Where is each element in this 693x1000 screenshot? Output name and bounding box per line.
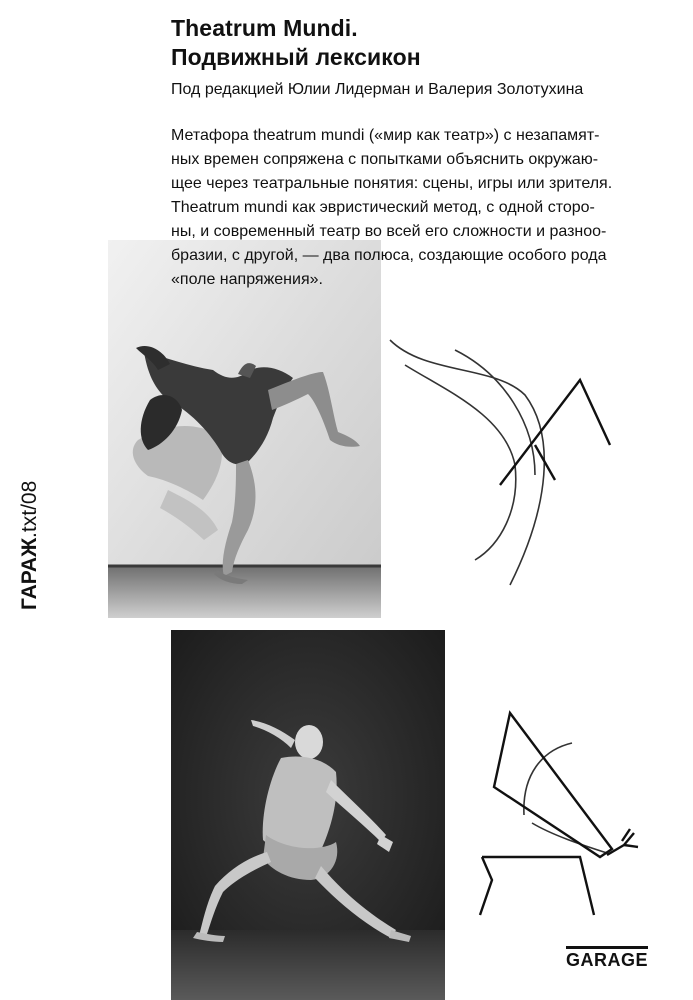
description xyxy=(171,124,665,292)
series-number: .txt/08 xyxy=(18,480,41,538)
description-line: «поле напряжения». xyxy=(171,271,323,288)
description-line: щее через театральные понятия: сцены, игры или зрителя. xyxy=(171,175,613,192)
logo-text: GARAGE xyxy=(566,950,649,970)
series-name: ГАРАЖ xyxy=(18,537,41,610)
logo-bar xyxy=(566,946,648,949)
book-title xyxy=(171,14,421,72)
description-line: Theatrum mundi как эвристический метод, с одной сторо- xyxy=(171,199,595,216)
description-line: бразии, с другой, — два полюса, создающие особого рода xyxy=(171,247,607,264)
description-line: ны, и современный театр во всей его сложности и разноо- xyxy=(171,223,607,240)
dancer-photo-lunge xyxy=(171,630,445,1000)
garage-logo xyxy=(566,950,648,971)
description-line: Метафора theatrum mundi («мир как театр») с незапамят- xyxy=(171,127,600,144)
title-line-1: Theatrum Mundi. xyxy=(171,15,358,41)
editors-line: Под редакцией Юлии Лидерман и Валерия Золотухина xyxy=(171,81,584,98)
title-line-2: Подвижный лексикон xyxy=(171,44,421,70)
dancer-photo-arched xyxy=(108,240,381,618)
series-label xyxy=(18,481,42,610)
description-line: ных времен сопряжена с попытками объяснить окружаю- xyxy=(171,151,599,168)
line-drawing-arcs xyxy=(385,335,625,600)
line-drawing-figure xyxy=(462,705,662,940)
